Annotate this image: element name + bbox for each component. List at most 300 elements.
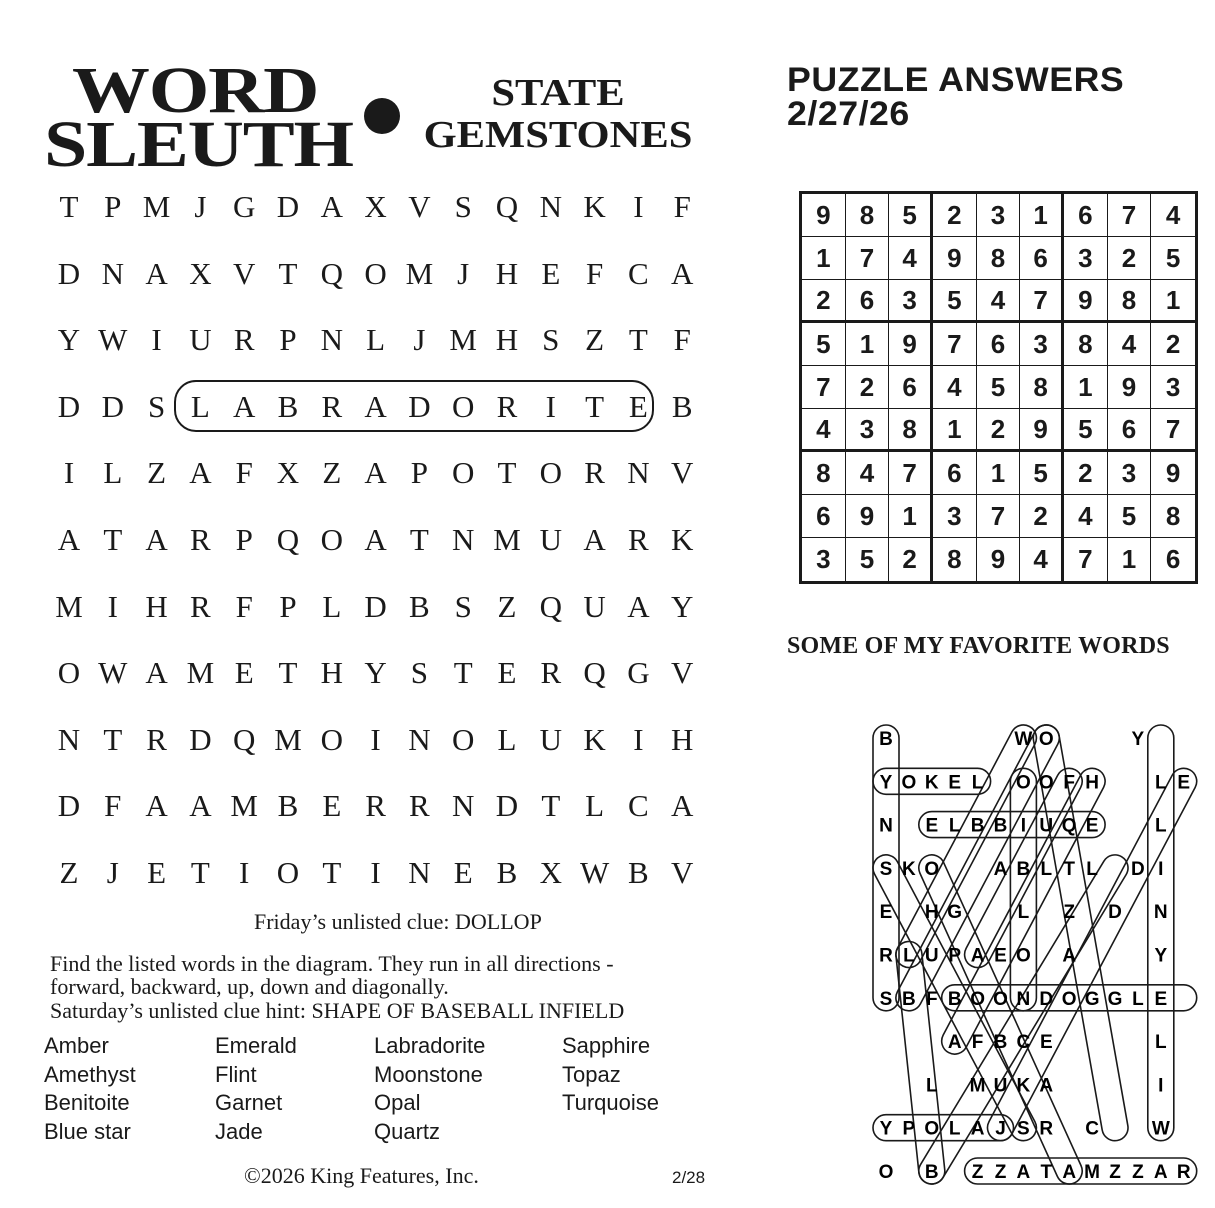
sudoku-cell: 5 — [977, 366, 1021, 409]
grid-letter: O — [276, 855, 300, 890]
sudoku-cell: 2 — [1151, 323, 1195, 366]
grid-letter: E — [147, 855, 167, 890]
grid-letter: A — [627, 588, 650, 624]
favorite-grid-letter: L — [948, 815, 961, 837]
word-list-item: Garnet — [215, 1090, 283, 1115]
sudoku-cell: 2 — [933, 194, 977, 237]
sudoku-cell: 3 — [977, 194, 1021, 237]
grid-letter: E — [322, 788, 342, 824]
grid-letter: L — [190, 388, 210, 424]
favorite-grid-letter: Z — [994, 1162, 1007, 1183]
grid-letter: A — [145, 255, 168, 291]
grid-letter: P — [104, 189, 122, 224]
favorite-word-loop — [895, 940, 946, 1185]
favorite-grid-letter: G — [1107, 988, 1123, 1010]
grid-letter: A — [670, 255, 694, 291]
favorite-grid-letter: O — [1061, 988, 1077, 1010]
grid-letter: A — [364, 455, 387, 491]
favorite-grid-letter: N — [1016, 988, 1031, 1010]
grid-letter: R — [496, 388, 518, 424]
sudoku-answer-grid — [799, 191, 1198, 584]
grid-letter: H — [495, 255, 519, 291]
sudoku-cell: 6 — [1165, 544, 1181, 574]
sudoku-cell: 6 — [933, 452, 977, 495]
grid-letter: N — [57, 721, 81, 757]
sudoku-cell: 7 — [1108, 194, 1152, 237]
favorite-word-loop — [1010, 768, 1036, 1011]
sudoku-cell: 9 — [846, 495, 890, 538]
grid-letter: R — [321, 388, 343, 424]
grid-letter: G — [232, 189, 256, 224]
sudoku-cell: 9 — [802, 194, 846, 237]
answers-title-line2: 2/27/26 — [787, 95, 910, 133]
favorite-grid-letter: B — [993, 1032, 1008, 1054]
grid-letter: B — [496, 855, 518, 890]
favorite-grid-letter: L — [971, 772, 984, 794]
grid-letter: O — [451, 721, 475, 757]
grid-letter: I — [151, 322, 162, 358]
grid-letter: B — [671, 388, 693, 424]
grid-letter: P — [279, 588, 297, 624]
grid-letter: R — [190, 522, 211, 557]
grid-letter: R — [409, 788, 430, 824]
grid-letter: M — [55, 588, 83, 624]
sudoku-cell: 3 — [1151, 366, 1195, 409]
grid-letter: Q — [320, 255, 343, 291]
favorite-grid-letter: I — [1158, 858, 1164, 880]
favorite-grid-letter: A — [970, 945, 985, 967]
grid-letter: B — [409, 588, 430, 624]
favorite-grid-letter: L — [1086, 858, 1098, 880]
favorite-grid-letter: Z — [1132, 1162, 1144, 1183]
sudoku-cell: 5 — [1064, 409, 1108, 452]
grid-letter: O — [364, 255, 387, 291]
grid-letter: H — [670, 721, 694, 757]
favorite-grid-letter: I — [1158, 1075, 1164, 1097]
grid-letter: L — [103, 455, 123, 491]
sudoku-cell: 8 — [977, 237, 1021, 280]
favorite-grid-letter: O — [970, 988, 985, 1010]
favorite-grid-letter: Z — [1063, 902, 1076, 924]
puzzle-theme-line1: STATE — [491, 72, 625, 114]
grid-letter: T — [585, 388, 605, 424]
grid-letter: N — [451, 522, 475, 557]
grid-letter: A — [145, 522, 168, 557]
grid-letter: R — [584, 455, 605, 491]
grid-letter: A — [189, 455, 212, 491]
grid-letter: T — [322, 855, 342, 890]
grid-letter: D — [495, 788, 519, 824]
favorite-grid-letter: A — [947, 1032, 962, 1054]
word-list-item: Opal — [374, 1090, 421, 1115]
grid-letter: D — [57, 255, 81, 291]
favorite-grid-letter: J — [995, 1118, 1006, 1140]
sudoku-cell: 9 — [1020, 409, 1064, 452]
grid-letter: K — [583, 721, 606, 757]
sudoku-cell: 1 — [1020, 194, 1064, 237]
grid-letter: R — [190, 588, 211, 624]
grid-letter: B — [277, 788, 299, 824]
sudoku-cell: 7 — [846, 237, 890, 280]
grid-letter: T — [278, 255, 298, 291]
grid-letter: D — [57, 788, 81, 824]
favorite-grid-letter: A — [970, 1118, 985, 1140]
favorite-grid-letter: L — [1154, 1032, 1167, 1054]
grid-letter: V — [232, 255, 256, 291]
sudoku-cell: 8 — [1151, 495, 1195, 538]
favorite-grid-letter: Y — [1131, 729, 1145, 750]
grid-letter: N — [408, 721, 431, 757]
favorite-grid-letter: Y — [879, 1118, 893, 1140]
word-list — [0, 1032, 700, 1152]
favorite-grid-letter: F — [971, 1032, 984, 1054]
grid-letter: I — [370, 721, 381, 757]
sudoku-cell: 8 — [1020, 366, 1064, 409]
favorite-grid-letter: E — [994, 945, 1007, 967]
favorite-grid-letter: O — [1016, 945, 1031, 967]
grid-letter: Z — [322, 455, 342, 491]
grid-letter: T — [541, 788, 561, 824]
sudoku-cell: 5 — [889, 194, 933, 237]
grid-letter: I — [239, 855, 250, 890]
grid-letter: N — [451, 788, 475, 824]
grid-letter: W — [98, 322, 128, 358]
word-list-item: Amber — [44, 1033, 109, 1058]
favorite-grid-letter: L — [1132, 988, 1144, 1010]
grid-letter: B — [277, 388, 299, 424]
grid-letter: N — [320, 322, 343, 358]
grid-letter: I — [545, 388, 556, 424]
grid-letter: N — [101, 255, 124, 291]
word-list-item: Amethyst — [44, 1061, 136, 1087]
grid-letter: K — [670, 522, 694, 557]
grid-letter: T — [103, 721, 123, 757]
sudoku-cell: 7 — [933, 323, 977, 366]
sudoku-cell: 8 — [889, 409, 933, 452]
grid-letter: X — [189, 255, 212, 291]
grid-letter: S — [454, 588, 472, 624]
favorite-grid-letter: G — [947, 902, 963, 924]
grid-letter: V — [670, 855, 694, 890]
favorite-grid-letter: P — [902, 1118, 916, 1140]
sudoku-cell: 1 — [1108, 538, 1152, 581]
sudoku-cell: 6 — [1108, 409, 1152, 452]
favorite-grid-letter: F — [1063, 772, 1076, 794]
sudoku-cell: 1 — [802, 237, 846, 280]
sudoku-cell: 6 — [889, 366, 933, 409]
sudoku-cell: 8 — [1064, 323, 1108, 366]
favorite-words-answer-grid — [820, 710, 1200, 1200]
grid-letter: A — [364, 522, 387, 557]
sudoku-cell: 9 — [1064, 280, 1108, 323]
grid-letter: F — [104, 788, 122, 824]
favorite-grid-letter: L — [925, 1075, 938, 1097]
grid-letter: C — [628, 255, 649, 291]
favorite-grid-letter: R — [1039, 1118, 1054, 1140]
favorite-grid-letter: C — [1016, 1032, 1031, 1054]
favorite-grid-letter: Y — [1154, 945, 1168, 967]
grid-letter: P — [235, 522, 253, 557]
grid-letter: U — [583, 588, 606, 624]
puzzle-theme-line2: GEMSTONES — [423, 114, 693, 156]
favorite-grid-letter: C — [1085, 1118, 1099, 1140]
grid-letter: D — [189, 721, 212, 757]
grid-letter: M — [230, 788, 258, 824]
sudoku-cell: 1 — [977, 452, 1021, 495]
sudoku-cell: 7 — [1151, 409, 1195, 452]
favorite-grid-letter: A — [1062, 1162, 1077, 1183]
sudoku-cell: 3 — [1108, 452, 1152, 495]
grid-letter: T — [628, 322, 648, 358]
favorite-grid-letter: L — [1017, 902, 1030, 924]
grid-letter: N — [408, 855, 431, 890]
favorite-grid-letter: O — [1038, 729, 1054, 750]
sudoku-cell: 4 — [889, 237, 933, 280]
favorite-grid-letter: I — [1020, 815, 1027, 837]
grid-letter: U — [189, 322, 212, 358]
favorite-grid-letter: E — [1039, 1032, 1053, 1054]
sudoku-cell: 1 — [1064, 366, 1108, 409]
favorite-grid-letter: W — [1014, 729, 1033, 750]
favorite-grid-letter: S — [879, 858, 893, 880]
grid-letter: M — [449, 322, 477, 358]
grid-letter: L — [322, 588, 342, 624]
grid-letter: Q — [583, 655, 606, 691]
favorite-grid-letter: N — [879, 815, 893, 837]
grid-letter: Q — [276, 522, 300, 557]
word-list-item: Quartz — [374, 1118, 441, 1144]
sudoku-cell: 9 — [977, 538, 1021, 581]
favorite-grid-letter: O — [993, 988, 1008, 1010]
sudoku-cell: 5 — [1108, 495, 1152, 538]
favorite-grid-letter: E — [1177, 772, 1191, 794]
favorite-grid-letter: S — [879, 988, 893, 1010]
grid-letter: F — [673, 189, 691, 224]
grid-letter: I — [370, 855, 381, 890]
grid-letter: J — [413, 322, 426, 358]
grid-letter: S — [147, 388, 166, 424]
grid-letter: A — [364, 388, 387, 424]
sudoku-cell: 3 — [1020, 323, 1064, 366]
word-list-item: Jade — [215, 1118, 263, 1144]
grid-letter: J — [194, 189, 207, 224]
grid-letter: F — [673, 322, 691, 358]
favorite-words-title: SOME OF MY FAVORITE WORDS — [787, 633, 1170, 659]
favorite-grid-letter: L — [1154, 815, 1167, 837]
grid-letter: A — [670, 788, 694, 824]
favorite-word-loop — [891, 720, 1041, 972]
grid-letter: T — [453, 655, 473, 691]
grid-letter: S — [410, 655, 429, 691]
grid-letter: M — [186, 655, 215, 691]
favorite-grid-letter: R — [879, 945, 893, 967]
favorite-grid-letter: E — [1154, 988, 1168, 1010]
grid-letter: L — [366, 322, 386, 358]
circled-word-labradorite — [174, 380, 654, 432]
grid-letter: J — [457, 255, 470, 291]
grid-letter: Z — [147, 455, 167, 491]
favorite-grid-letter: H — [1085, 772, 1099, 794]
grid-letter: P — [410, 455, 429, 491]
grid-letter: R — [146, 721, 167, 757]
favorite-grid-letter: B — [879, 729, 893, 750]
favorite-grid-letter: Z — [971, 1162, 984, 1183]
favorite-grid-letter: E — [1085, 815, 1099, 837]
favorite-grid-letter: U — [1039, 815, 1054, 837]
favorite-grid-letter: G — [1084, 988, 1100, 1010]
favorite-grid-letter: L — [903, 945, 915, 967]
grid-letter: T — [409, 522, 429, 557]
sudoku-cell: 9 — [1108, 366, 1152, 409]
grid-letter: T — [190, 855, 210, 890]
favorite-grid-letter: B — [1016, 858, 1031, 880]
grid-letter: L — [585, 788, 605, 824]
favorite-grid-letter: L — [1154, 772, 1167, 794]
word-list-item: Benitoite — [44, 1090, 130, 1115]
grid-letter: O — [451, 388, 475, 424]
grid-letter: M — [405, 255, 434, 291]
grid-letter: R — [540, 655, 562, 691]
sudoku-cell: 4 — [933, 366, 977, 409]
saturday-hint: Saturday’s unlisted clue hint: SHAPE OF BASEBALL INFIELD — [50, 998, 625, 1023]
grid-letter: Y — [57, 322, 81, 358]
sudoku-cell: 8 — [802, 452, 846, 495]
sudoku-cell: 3 — [1064, 237, 1108, 280]
favorite-grid-letter: O — [1038, 772, 1054, 794]
grid-letter: D — [408, 388, 431, 424]
grid-letter: O — [451, 455, 475, 491]
sudoku-cell: 2 — [889, 538, 933, 581]
grid-letter: E — [497, 655, 517, 691]
friday-clue-label: Friday’s unlisted clue: — [254, 909, 450, 934]
favorite-grid-letter: A — [1039, 1075, 1054, 1097]
grid-letter: S — [542, 322, 560, 358]
sudoku-cell: 2 — [846, 366, 890, 409]
favorite-grid-letter: A — [993, 858, 1008, 880]
grid-letter: A — [320, 189, 343, 224]
sudoku-cell: 4 — [1064, 495, 1108, 538]
sudoku-cell: 8 — [933, 538, 977, 581]
grid-letter: O — [57, 655, 81, 691]
grid-letter: Q — [495, 189, 519, 224]
sudoku-cell: 7 — [977, 495, 1021, 538]
friday-clue — [254, 910, 542, 934]
grid-letter: I — [107, 588, 118, 624]
grid-letter: F — [235, 588, 253, 624]
grid-letter: A — [145, 788, 168, 824]
sudoku-cell: 4 — [977, 280, 1021, 323]
favorite-grid-letter: O — [1016, 772, 1031, 794]
grid-letter: R — [365, 788, 386, 824]
friday-clue-answer: DOLLOP — [455, 909, 542, 934]
grid-letter: T — [278, 655, 298, 691]
sudoku-cell: 4 — [1020, 538, 1064, 581]
word-sleuth-title-line1: WORD — [72, 54, 319, 127]
grid-letter: Z — [59, 855, 79, 890]
sudoku-cell: 6 — [1020, 237, 1064, 280]
word-list-item: Blue star — [44, 1118, 131, 1144]
sudoku-cell: 6 — [1064, 194, 1108, 237]
favorite-grid-letter: E — [879, 902, 893, 924]
sudoku-cell: 5 — [933, 280, 977, 323]
sudoku-cell: 7 — [802, 366, 846, 409]
favorite-grid-letter: K — [1016, 1075, 1031, 1097]
grid-letter: V — [670, 455, 694, 491]
sudoku-cell: 6 — [977, 323, 1021, 366]
grid-letter: T — [497, 455, 517, 491]
grid-letter: Q — [539, 588, 562, 624]
favorite-grid-letter: D — [1039, 988, 1054, 1010]
sudoku-cell: 4 — [802, 409, 846, 452]
sudoku-cell: 6 — [802, 495, 846, 538]
sudoku-cell: 7 — [889, 452, 933, 495]
favorite-grid-letter: H — [924, 902, 939, 924]
favorite-grid-letter: M — [969, 1075, 986, 1097]
sudoku-cell: 3 — [846, 409, 890, 452]
word-list-item: Topaz — [562, 1061, 621, 1087]
grid-letter: U — [539, 522, 562, 557]
grid-letter: Y — [670, 588, 694, 624]
favorite-grid-letter: K — [924, 772, 939, 794]
favorite-grid-letter: E — [925, 815, 939, 837]
grid-letter: D — [57, 388, 81, 424]
favorite-grid-letter: N — [1153, 902, 1168, 924]
word-sleuth-title-line2: SLEUTH — [44, 108, 353, 181]
grid-letter: I — [633, 189, 644, 224]
favorite-grid-letter: O — [878, 1162, 894, 1183]
favorite-grid-letter: A — [1016, 1162, 1031, 1183]
grid-letter: M — [493, 522, 521, 557]
grid-letter: W — [579, 855, 610, 890]
sudoku-cell: 3 — [802, 538, 846, 581]
grid-letter: M — [142, 189, 171, 224]
grid-letter: G — [627, 655, 650, 691]
grid-letter: U — [539, 721, 562, 757]
sudoku-cell: 2 — [1108, 237, 1152, 280]
grid-letter: P — [279, 322, 297, 358]
favorite-grid-letter: B — [924, 1162, 939, 1183]
grid-letter: F — [585, 255, 604, 291]
sudoku-cell: 5 — [802, 323, 846, 366]
grid-letter: O — [320, 721, 343, 757]
favorite-grid-letter: Z — [1109, 1162, 1121, 1183]
sudoku-cell: 5 — [1020, 452, 1064, 495]
word-list-item: Moonstone — [374, 1061, 483, 1087]
sudoku-cell: 7 — [1020, 280, 1064, 323]
sudoku-cell: 1 — [1151, 280, 1195, 323]
favorite-grid-letter: W — [1151, 1118, 1170, 1140]
sudoku-cell: 2 — [802, 280, 846, 323]
grid-letter: N — [627, 455, 650, 491]
favorite-grid-letter: T — [1063, 858, 1076, 880]
grid-letter: N — [539, 189, 562, 224]
grid-letter: J — [106, 855, 119, 890]
grid-letter: X — [539, 855, 562, 890]
favorite-grid-letter: B — [993, 815, 1008, 837]
sudoku-cell: 2 — [1020, 495, 1064, 538]
grid-letter: S — [454, 189, 472, 224]
grid-letter: D — [101, 388, 124, 424]
grid-letter: R — [233, 322, 255, 358]
word-list-item: Labradorite — [374, 1033, 486, 1058]
grid-letter: V — [408, 189, 431, 224]
grid-letter: B — [628, 855, 649, 890]
favorite-grid-letter: Y — [879, 772, 893, 794]
sudoku-cell: 7 — [1064, 538, 1108, 581]
answers-title-line1: PUZZLE ANSWERS — [787, 61, 1125, 99]
instructions-line1: Find the listed words in the diagram. They run in all directions - — [50, 951, 614, 976]
grid-letter: E — [234, 655, 254, 691]
